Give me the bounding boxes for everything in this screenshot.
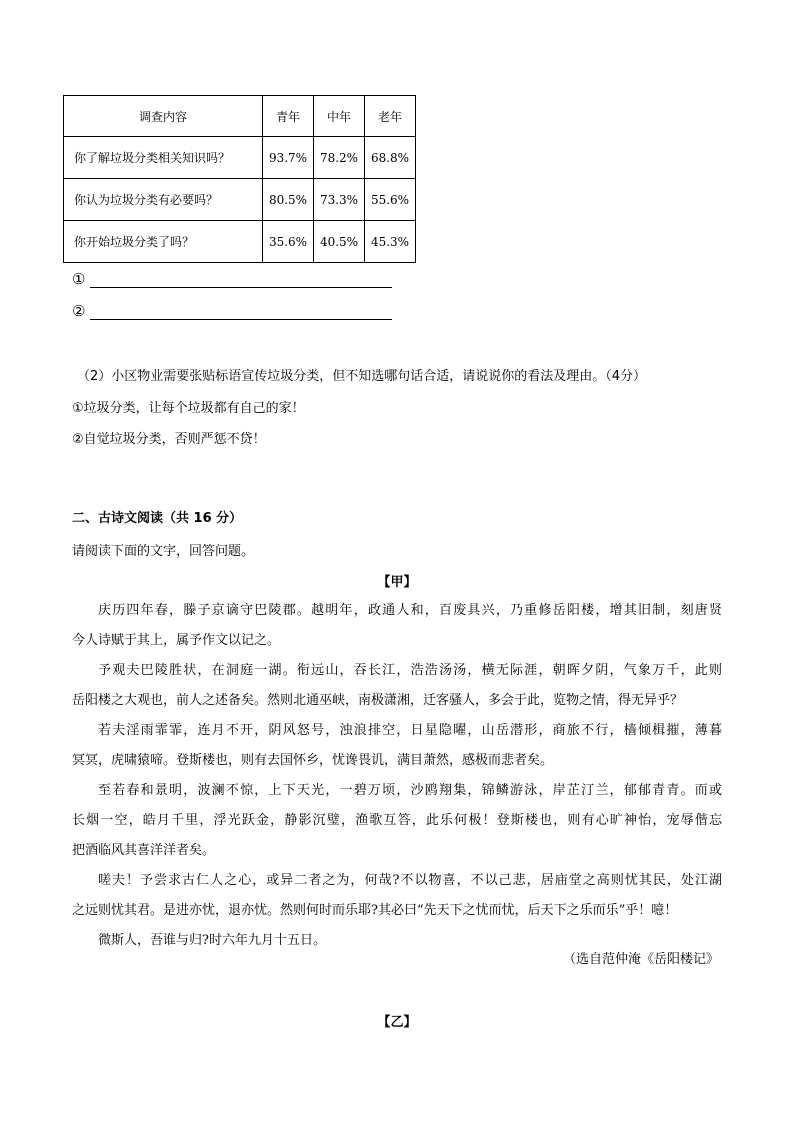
- table-header-cell: 调查内容: [64, 96, 263, 137]
- passage-line: 予观夫巴陵胜状，在洞庭一湖。衔远山，吞长江，浩浩汤汤，横无际涯，朝晖夕阴，气象万千，此则: [98, 663, 722, 678]
- passage-heading-jia: 【甲】: [377, 575, 417, 590]
- table-cell: 78.2%: [314, 137, 365, 179]
- table-cell: 55.6%: [365, 179, 416, 221]
- table-header-row: [64, 96, 416, 137]
- table-row: [64, 221, 416, 263]
- table-cell: 73.3%: [314, 179, 365, 221]
- table-cell: 你开始垃圾分类了吗？: [64, 221, 263, 263]
- table-header-cell: 老年: [365, 96, 416, 137]
- answer-blank-2[interactable]: [72, 302, 392, 320]
- passage-line: 冥冥，虎啸猿啼。登斯楼也，则有去国怀乡，忧谗畏讥，满目萧然，感极而悲者矣。: [72, 753, 554, 768]
- answer-rule: [90, 303, 392, 320]
- table-cell: 35.6%: [263, 221, 314, 263]
- passage-source: （选自范仲淹《岳阳楼记》: [562, 952, 719, 967]
- passage-line: 今人诗赋于其上，属予作文以记之。: [72, 633, 281, 648]
- table-row: [64, 179, 416, 221]
- passage-line: 微斯人，吾谁与归?时六年九月十五日。: [98, 933, 326, 948]
- slogan-option-1: ①垃圾分类，让每个垃圾都有自己的家！: [72, 401, 305, 416]
- question-2-prompt: （2）小区物业需要张贴标语宣传垃圾分类，但不知选哪句话合适，请说说你的看法及理由。（4分）: [77, 369, 647, 384]
- table-cell: 你认为垃圾分类有必要吗？: [64, 179, 263, 221]
- passage-heading-yi: 【乙】: [377, 1015, 417, 1030]
- table-cell: 68.8%: [365, 137, 416, 179]
- section-instruction: 请阅读下面的文字，回答问题。: [72, 544, 255, 559]
- passage-line: 岳阳楼之大观也，前人之述备矣。然则北通巫峡，南极潇湘，迁客骚人，多会于此，览物之情，得无异乎？: [72, 693, 684, 708]
- table-cell: 80.5%: [263, 179, 314, 221]
- table-cell: 93.7%: [263, 137, 314, 179]
- passage-line: 把酒临风其喜洋洋者矣。: [72, 843, 216, 858]
- table-row: [64, 137, 416, 179]
- answer-blank-1[interactable]: [72, 270, 392, 288]
- passage-line: 之远则忧其君。是进亦忧，退亦忧。然则何时而乐耶?其必曰“先天下之忧而忧，后天下之乐而乐”乎！噫！: [72, 903, 678, 918]
- answer-rule: [90, 271, 392, 288]
- table-cell: 40.5%: [314, 221, 365, 263]
- survey-table: [63, 95, 416, 263]
- passage-body: [72, 596, 722, 956]
- table-cell: 45.3%: [365, 221, 416, 263]
- slogan-option-2: ②自觉垃圾分类，否则严惩不贷！: [72, 432, 266, 447]
- table-header-cell: 中年: [314, 96, 365, 137]
- passage-line: 若夫淫雨霏霏，连月不开，阴风怒号，浊浪排空，日星隐曜，山岳潜形，商旅不行，樯倾楫摧，薄暮: [98, 723, 722, 738]
- answer-mark: ②: [72, 302, 86, 320]
- passage-line: 至若春和景明，波澜不惊，上下天光，一碧万顷，沙鸥翔集，锦鳞游泳，岸芷汀兰，郁郁青青。而或: [98, 783, 722, 798]
- section-title: 二、古诗文阅读（共 16 分）: [72, 511, 243, 526]
- passage-line: 长烟一空，皓月千里，浮光跃金，静影沉璧，渔歌互答，此乐何极！登斯楼也，则有心旷神怡，宠辱偕忘: [72, 813, 722, 828]
- passage-line: 嗟夫！予尝求古仁人之心，或异二者之为，何哉?不以物喜，不以己悲，居庙堂之高则忧其民，处江湖: [98, 873, 722, 888]
- passage-line: 庆历四年春，滕子京谪守巴陵郡。越明年，政通人和，百废具兴，乃重修岳阳楼，增其旧制，刻唐贤: [98, 603, 722, 618]
- table-cell: 你了解垃圾分类相关知识吗？: [64, 137, 263, 179]
- table-header-cell: 青年: [263, 96, 314, 137]
- answer-mark: ①: [72, 270, 86, 288]
